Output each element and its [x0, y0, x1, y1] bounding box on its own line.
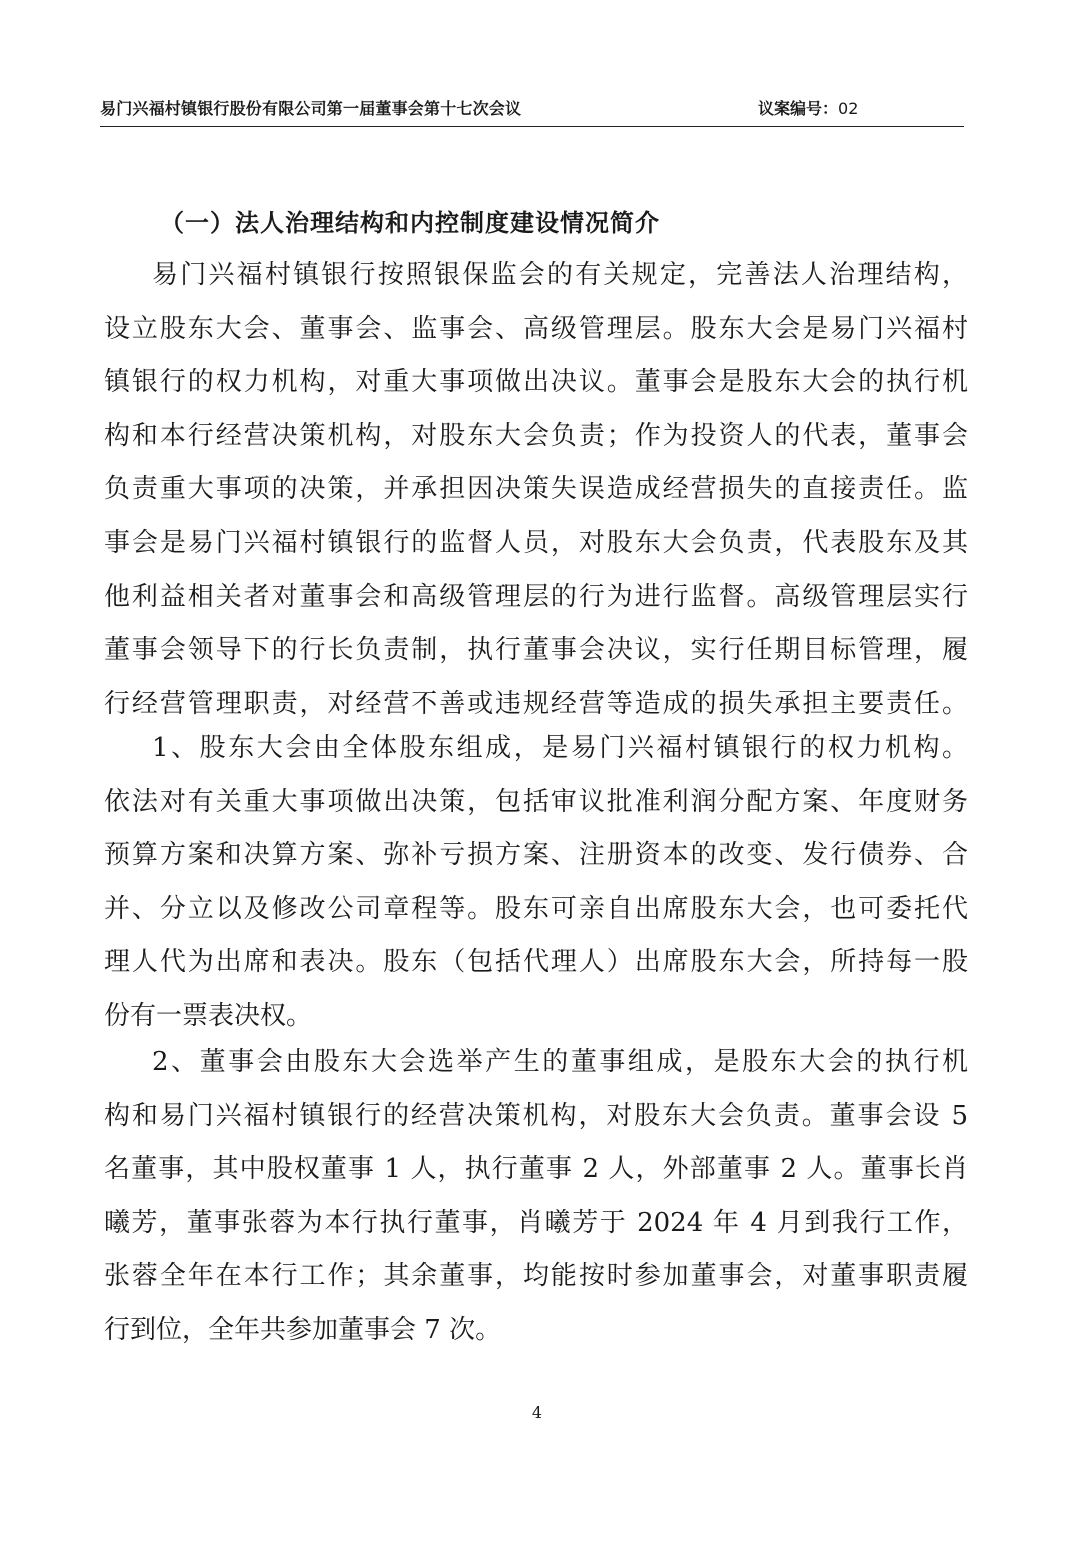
- paragraph-governance-overview: [104, 249, 968, 731]
- paragraph-board-of-directors: [104, 1036, 968, 1358]
- motion-number-block: [758, 98, 858, 120]
- paragraph-line: 负责重大事项的决策，并承担因决策失误造成经营损失的直接责任。监: [104, 474, 968, 505]
- paragraph-line: 1、股东大会由全体股东组成，是易门兴福村镇银行的权力机构。: [152, 733, 968, 763]
- paragraph-line: 曦芳，董事张蓉为本行执行董事，肖曦芳于 2024 年 4 月到我行工作，: [104, 1207, 968, 1238]
- paragraph-line: 2、董事会由股东大会选举产生的董事组成，是股东大会的执行机: [152, 1047, 968, 1077]
- paragraph-line: 设立股东大会、董事会、监事会、高级管理层。股东大会是易门兴福村: [104, 313, 968, 344]
- paragraph-line: 董事会领导下的行长负责制，执行董事会决议，实行任期目标管理，履: [104, 635, 968, 666]
- paragraph-line: 行到位，全年共参加董事会 7 次。: [104, 1314, 502, 1345]
- paragraph-line: 易门兴福村镇银行按照银保监会的有关规定，完善法人治理结构，: [152, 260, 968, 290]
- paragraph-line: 理人代为出席和表决。股东（包括代理人）出席股东大会，所持每一股: [104, 947, 968, 978]
- meeting-title: 易门兴福村镇银行股份有限公司第一届董事会第十七次会议: [100, 99, 522, 118]
- page-number: 4: [531, 1403, 543, 1422]
- paragraph-line: 并、分立以及修改公司章程等。股东可亲自出席股东大会，也可委托代: [104, 893, 968, 924]
- paragraph-line: 他利益相关者对董事会和高级管理层的行为进行监督。高级管理层实行: [104, 581, 968, 612]
- paragraph-line: 张蓉全年在本行工作；其余董事，均能按时参加董事会，对董事职责履: [104, 1261, 968, 1292]
- paragraph-line: 预算方案和决算方案、弥补亏损方案、注册资本的改变、发行债券、合: [104, 840, 968, 871]
- section-heading: （一）法人治理结构和内控制度建设情况简介: [160, 209, 660, 237]
- paragraph-line: 名董事，其中股权董事 1 人，执行董事 2 人，外部董事 2 人。董事长肖: [104, 1154, 968, 1185]
- paragraph-line: 构和本行经营决策机构，对股东大会负责；作为投资人的代表，董事会: [104, 420, 968, 451]
- paragraph-line: 事会是易门兴福村镇银行的监督人员，对股东大会负责，代表股东及其: [104, 527, 968, 558]
- paragraph-line: 依法对有关重大事项做出决策，包括审议批准利润分配方案、年度财务: [104, 786, 968, 817]
- page-header: [100, 98, 964, 127]
- motion-number-value: 02: [838, 99, 859, 118]
- paragraph-line: 份有一票表决权。: [104, 1000, 313, 1031]
- paragraph-line: 镇银行的权力机构，对重大事项做出决议。董事会是股东大会的执行机: [104, 367, 968, 398]
- paragraph-line: 行经营管理职责，对经营不善或违规经营等造成的损失承担主要责任。: [104, 688, 968, 719]
- paragraph-line: 构和易门兴福村镇银行的经营决策机构，对股东大会负责。董事会设 5: [104, 1100, 968, 1131]
- paragraph-shareholders-meeting: [104, 722, 968, 1044]
- motion-number-label: 议案编号：: [758, 99, 839, 118]
